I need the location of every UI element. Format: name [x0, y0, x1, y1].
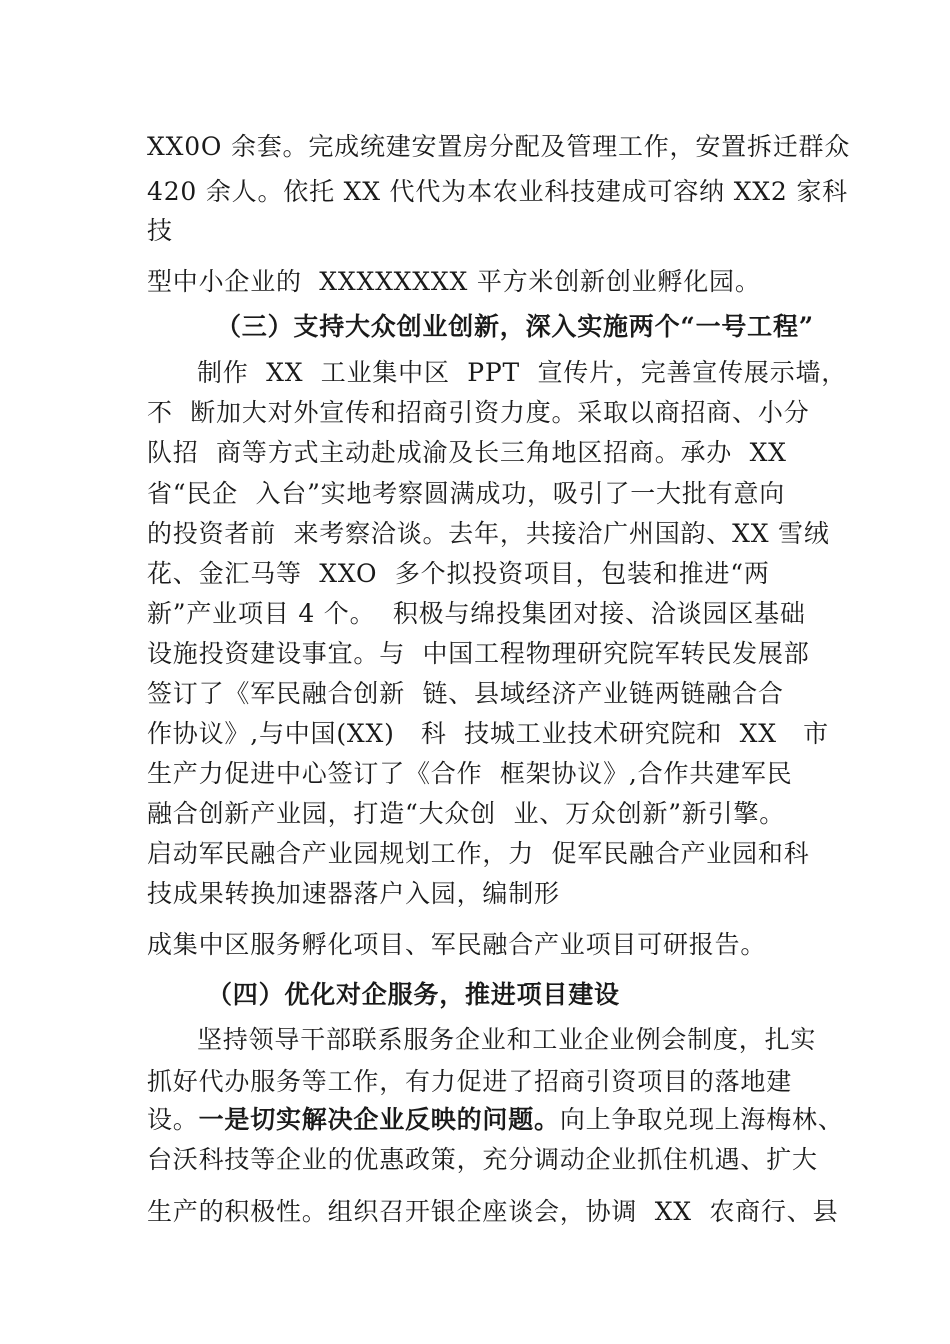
- text-line: 制作 XX 工业集中区 PPT 宣传片，完善宣传展示墙，: [197, 358, 848, 387]
- text-line: 成集中区服务孵化项目、军民融合产业项目可研报告。: [147, 930, 767, 959]
- text-line: 新”产业项目 4 个。 积极与绵投集团对接、洽谈园区基础: [147, 599, 806, 628]
- text-line-mixed: [147, 1103, 844, 1137]
- text-line: 的投资者前 来考察洽谈。去年，共接洽广州国韵、XX 雪绒: [147, 519, 830, 548]
- text-line: 花、金汇马等 XXO 多个拟投资项目，包装和推进“两: [147, 559, 770, 588]
- text-line: 型中小企业的 XXXXXXXX 平方米创新创业孵化园。: [147, 267, 761, 296]
- text-line: 抓好代办服务等工作，有力促进了招商引资项目的落地建: [147, 1067, 793, 1096]
- bold-emphasis-text: 一是切实解决企业反映的问题。: [198, 1105, 560, 1134]
- text-line: 作协议》,与中国(XX) 科 技城工业技术研究院和 XX 市: [147, 719, 829, 748]
- text-line: 启动军民融合产业园规划工作，力 促军民融合产业园和科: [147, 839, 810, 868]
- text-line: 省“民企 入台”实地考察圆满成功，吸引了一大批有意向: [147, 479, 786, 508]
- text-run: 向上争取兑现上海梅林、: [559, 1105, 844, 1134]
- text-line: 融合创新产业园，打造“大众创 业、万众创新”新引擎。: [147, 799, 786, 828]
- text-line: 台沃科技等企业的优惠政策，充分调动企业抓住机遇、扩大: [147, 1145, 818, 1174]
- text-line: 设施投资建设事宜。与 中国工程物理研究院军转民发展部: [147, 639, 810, 668]
- text-line: 生产的积极性。组织召开银企座谈会，协调 XX 农商行、县: [147, 1197, 839, 1226]
- text-line: XX0O 余套。完成统建安置房分配及管理工作，安置拆迁群众: [147, 132, 851, 161]
- section-heading-3: （三）支持大众创业创新，深入实施两个“一号工程”: [216, 312, 814, 341]
- text-line: 技成果转换加速器落户入园，编制形: [147, 879, 560, 908]
- text-line: 420 余人。依托 XX 代代为本农业科技建成可容纳 XX2 家科: [147, 177, 848, 206]
- text-line: 签订了《军民融合创新 链、县域经济产业链两链融合合: [147, 679, 784, 708]
- text-line: 不 断加大对外宣传和招商引资力度。采取以商招商、小分: [147, 398, 810, 427]
- section-heading-4: （四）优化对企服务，推进项目建设: [207, 980, 620, 1009]
- text-run: 设。: [147, 1105, 199, 1134]
- text-line: 坚持领导干部联系服务企业和工业企业例会制度，扎实: [197, 1025, 817, 1054]
- text-line: 生产力促进中心签订了《合作 框架协议》,合作共建军民: [147, 759, 793, 788]
- text-line: 技: [147, 216, 173, 245]
- text-line: 队招 商等方式主动赴成渝及长三角地区招商。承办 XX: [147, 438, 787, 467]
